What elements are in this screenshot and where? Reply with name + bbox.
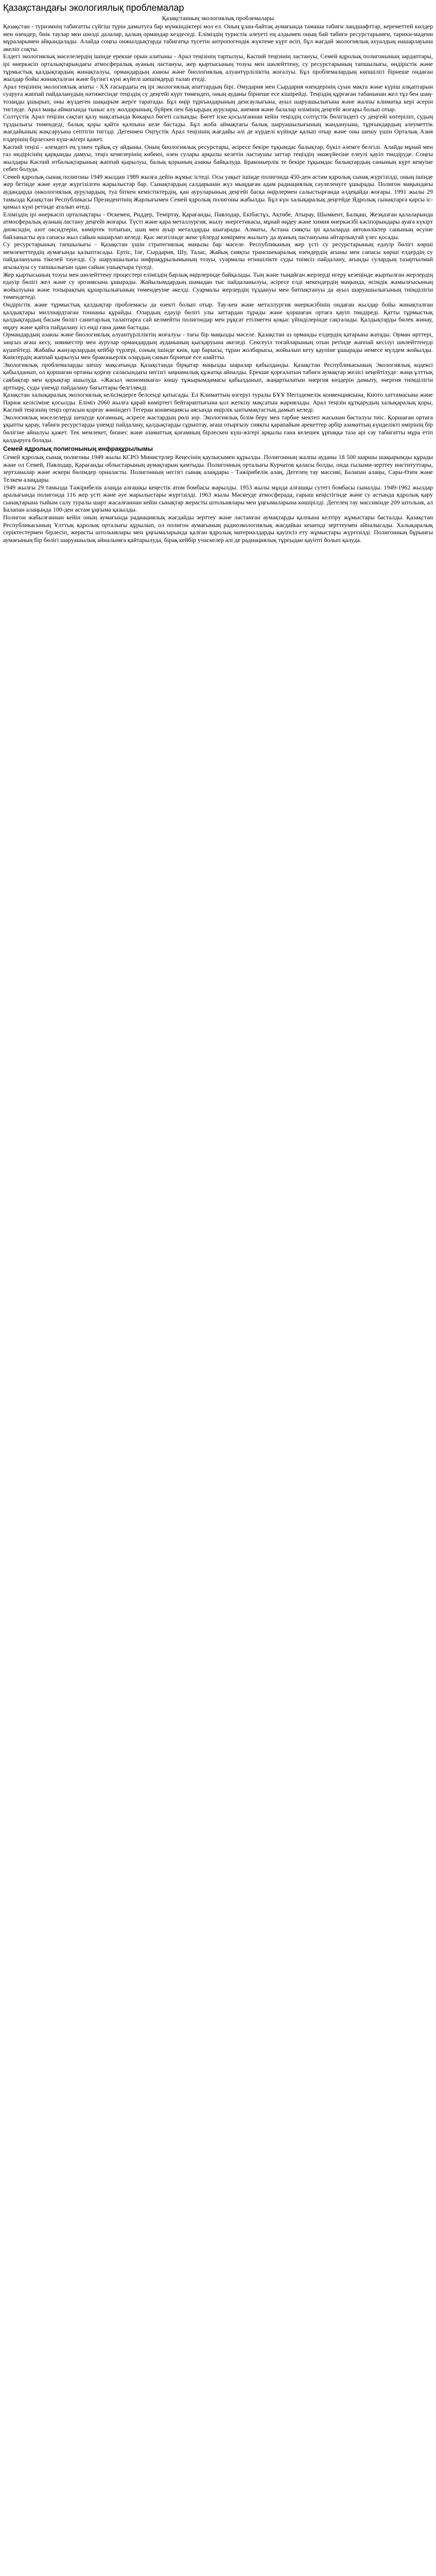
paragraph: Каспий теңізі - әлемдегі ең үлкен тұйық су айдыны. Оның биологиялық ресурстары, әсіресе бекіре тұқымдас балықтар, бүкіл әлемге белгілі. Алайда мұнай мен газ өндірісінің қарқынды дамуы, теңіз кемелерінің көбеюі, өзен сулары арқылы келетін ластаушы заттар теңіздің экожүйесіне елеулі қауіп төндіруде. Соңғы жылдары Каспий итбалықтарының жаппай қырылуы, балық қорының азаюы байқалуда. Браконьерлік те бекіре тұқымдас балықтардың санының күрт кемуіне себеп болуда.: [3, 143, 433, 173]
paragraph: 1949 жылғы 29 тамызда Тәжірибелік алаңда алғашқы кеңестік атом бомбасы жарылды. 1953 жылы мұнда алғашқы сутегі бомбасы сыналды. 1949-1962 жылдар аралығында полигонда 116 жер үсті және әуе жарылыстары жүргізілді. 1963 жылы Мәскеуде атмосферада, ғарыш кеңістігінде және су астында ядролық қару сынақтарына тыйым салу туралы шарт жасалғаннан кейін сынақтар жерасты штольнялары мен ұңғымаларына көшірілді. Дегелең тау массивінде 209 штольня, ал Балапан алаңында 100-ден астам ұңғыма қазылды.: [3, 483, 433, 514]
paragraph: Су ресурстарының тапшылығы - Қазақстан үшін стратегиялық маңызы бар мәселе. Республиканың жер үсті су ресурстарының едәуір бөлігі көрші мемлекеттердің аумағында қалыптасады. Ертіс, Іле, Сырдария, Шу, Талас, Жайық сияқты трансшекаралық өзендердің ағыны мен сапасы көрші елдердің су пайдалануына тікелей тәуелді. Су шаруашылығы инфрақұрылымының тозуы, суармалы егіншілікте суды тиімсіз пайдалану, ағынды сулардың тазартылмай ағызылуы су тапшылығын одан сайын ушықтыра түседі.: [3, 241, 433, 270]
paragraph: Арал теңізінің экологиялық апаты - ХХ ғасырдағы ең ірі экологиялық апаттардың бірі. Әмудария мен Сырдария өзендерінің суын мақта және күріш алқаптарын суаруға жаппай пайдаланудың нәтижесінде теңіздің су деңгейі күрт төмендеп, оның ауданы бірнеше есе кішірейді. Теңіздің құрғаған табанынан жел тұз бен шаң-тозаңды ұшырып, оны жүздеген шақырым жерге таратады. Бұл өңір тұрғындарының денсаулығына, ауыл шаруашылығына және жалпы климатқа кері әсерін тигізуде. Арал маңы аймағында тыныс алу жолдарының, бүйрек пен бауырдың аурулары, анемия және балалар өлімінің деңгейі жоғары болып отыр.: [3, 82, 433, 113]
paragraph: Семей ядролық сынақ полигоны 1949 жылы КСРО Министрлер Кеңесінің қаулысымен құрылды. Полигонның жалпы ауданы 18 500 шаршы шақырымды құрады және ол Семей, Павлодар, Қарағанды облыстарының аумақтарын қамтыды. Полигонның орталығы Курчатов қаласы болды, онда ғылыми-зерттеу институттары, зертханалар және әскери бөлімдер орналасты. Полигонның негізгі сынақ алаңдары - Тәжірибелік алаң, Дегелең тау массиві, Балапан алаңы, Сары-Өзен және Телкем алаңдары.: [3, 453, 433, 484]
document-section: [3, 445, 433, 544]
paragraph: Өндірістік және тұрмыстық қалдықтар проблемасы да өзекті болып отыр. Тау-кен және металлургия өнеркәсібінің ондаған жылдар бойы жинақталған қалдықтары миллиардтаған тоннаны құрайды. Олардың едәуір бөлігі улы заттардан тұрады және қоршаған ортаға қауіп төндіреді. Қатты тұрмыстық қалдықтардың басым бөлігі санитарлық талаптарға сай келмейтін полигондар мен рұқсат етілмеген қоқыс үйінділерінде сақталады. Қалдықтарды бөлек жинау, өңдеу және қайта пайдалану ісі енді ғана дами бастады.: [3, 300, 433, 331]
paragraph: Экологиялық проблемаларды шешу мақсатында Қазақстанда бірқатар маңызды шаралар қабылданды. Қазақстан Республикасының Экологиялық кодексі қабылданып, ол қоршаған ортаны қорғау саласындағы негізгі заңнамалық құжатқа айналды. Ерекше қорғалатын табиғи аумақтар желісі кеңейтілуде: жаңа ұлттық саябақтар мен қорықтар ашылуда. «Жасыл экономикаға» көшу тұжырымдамасы қабылданып, жаңартылатын энергия көздерін дамыту, энергия тиімділігін арттыру, суды үнемді пайдалану бағыттары белгіленді.: [3, 361, 433, 391]
page-title: Қазақстандағы экологиялық проблемалар: [3, 3, 184, 13]
document-body: [3, 23, 433, 544]
paragraph: Экологиялық мәселелерді шешуде қоғамның, әсіресе жастардың рөлі зор. Экологиялық білім беру мен тәрбие мектеп жасынан басталуы тиіс. Қоршаған ортаға ұқыпты қарау, табиғи ресурстарды үнемді пайдалану, қалдықтарды сұрыптау, ағаш отырғызу сияқты қарапайым әрекеттер әрбір азаматтың күнделікті өмірінің бір бөлігіне айналуы қажет. Тек мемлекет, бизнес және азаматтық қоғамның бірлескен күш-жігері арқылы ғана келешек ұрпаққа таза әрі сау табиғатты мұра етіп қалдыруға болады.: [3, 413, 433, 444]
paragraph: Елдегі экологиялық мәселелердің ішінде ерекше орын алатыны - Арал теңізінің тартылуы, Каспий теңізінің ластануы, Семей ядролық полигонының зардаптары, ірі өнеркәсіп орталықтарындағы атмосфералық ауаның ластануы, жер қыртысының тозуы мен шөлейттену, су ресурстарының тапшылығы, өндірістік және тұрмыстық қалдықтардың жинақталуы, ормандардың азаюы және биологиялық алуантүрліліктің жоғалуы. Бұл проблемалардың көпшілігі бірнеше ондаған жылдар бойы жинақталған және бүгінгі күні жүйелі шешімдерді талап етеді.: [3, 53, 433, 83]
section-heading: Семей ядролық полигонының инфрақұрылымы: [3, 445, 153, 453]
document-page: [0, 0, 436, 548]
paragraph: Ормандардың азаюы және биологиялық алуантүрліліктің жоғалуы - тағы бір маңызды мәселе. Қазақстан аз орманды елдердің қатарына жатады. Орман өрттері, заңсыз ағаш кесу, зиянкестер мен аурулар ормандардың ауданының қысқаруына әкеледі. Сексеуіл тоғайларының отын ретінде жаппай кесілуі шөлейттенуді күшейтеді. Жабайы жануарлардың кейбір түрлері, соның ішінде киік, қар барысы, тұран жолбарысы, жойылып кету қаупіне ұшырады немесе мүлдем жойылды. Киіктердің жаппай қырылуы мен браконьерлік олардың санын бірнеше есе азайтты.: [3, 331, 433, 361]
paragraph: Қазақстан халықаралық экологиялық келісімдерге белсенді қатысады. Ел Климаттың өзгеруі туралы БҰҰ Негіздемелік конвенциясына, Киото хаттамасына және Париж келісіміне қосылды. Еліміз 2060 жылға қарай көміртегі бейтараптығына қол жеткізу мақсатын жариялады. Арал теңізін құтқарудың халықаралық қоры, Каспий теңізінің теңіз ортасын қорғау жөніндегі Тегеран конвенциясы аясында өңірлік ынтымақтастық дамып келеді.: [3, 391, 433, 414]
paragraph: Семей ядролық сынақ полигоны 1949 жылдан 1989 жылға дейін жұмыс істеді. Осы уақыт ішінде полигонда 450-ден астам ядролық сынақ жүргізілді, оның ішінде жер бетінде және әуеде жүргізілген жарылыстар бар. Сынақтардың салдарынан жүз мыңдаған адам радиациялық сәулеленуге ұшырады. Полигон маңындағы аудандарда онкологиялық аурулардың, туа біткен кемістіктердің, қан ауруларының деңгейі басқа өңірлермен салыстырғанда әлдеқайда жоғары. 1991 жылы 29 тамызда Қазақстан Республикасы Президентінің Жарлығымен Семей ядролық полигоны жабылды. Бұл күн халықаралық деңгейде Ядролық сынақтарға қарсы іс-қимыл күні ретінде аталып өтеді.: [3, 173, 433, 211]
paragraph: Солтүстік Арал теңізін сақтап қалу мақсатында Көкарал бөгеті салынды. Бөгет іске қосылғаннан кейін теңіздің солтүстік бөлігіндегі су деңгейі көтеріліп, судың тұздылығы төмендеді, балық қоры қайта қалпына келе бастады. Бұл жоба аймақтағы балық шаруашылығының жандануына, тұрғындардың әлеуметтік жағдайының жақсаруына септігін тигізді. Дегенмен Оңтүстік Арал теңізінің жағдайы әлі де күрделі күйінде қалып отыр және оны шешу үшін Орталық Азия елдерінің бірлескен күш-жігері қажет.: [3, 113, 433, 143]
paragraph: Жер қыртысының тозуы мен шөлейттену процестері еліміздің барлық өңірлерінде байқалады. Тың және тыңайған жерлерді игеру кезеңінде жыртылған жерлердің едәуір бөлігі жел және су эрозиясына ұшырады. Жайылымдардың шамадан тыс пайдаланылуы, әсіресе елді мекендердің маңында, өсімдік жамылғысының жойылуына және топырақтың құнарлылығының төмендеуіне әкелді. Суармалы жерлердің тұздануы мен батпақтануы да ауыл шаруашылығының тиімділігін төмендетеді.: [3, 270, 433, 301]
page-subtitle: Қазақстанның экологиялық проблемалары: [162, 14, 274, 22]
document-section: [3, 23, 433, 444]
paragraph: Қазақстан - туризмнің табиғатты сүйгіш түрін дамытуға бар мүмкіндіктері мол ел. Оның ұлан-байтақ аумағында тамаша табиғи ландшафттар, кереметтей көлдер мен өзендер, биік таулар мен шөлді далалар, қалың ормандар кездеседі. Еліміздің туристік әлеуеті ең алдымен оның бай табиғи ресурстарымен, тарихи-мәдени мұраларымен айқындалады. Алайда соңғы онжылдықтарда табиғатқа түсетін антропогендік жүктеме күрт өсіп, бұл жағдай экологиялық ахуалдың нашарлауына әкеліп соқты.: [3, 23, 433, 53]
paragraph: Полигон жабылғаннан кейін оның аумағында радиациялық жағдайды зерттеу және ластанған аумақтарды қалпына келтіру жұмыстары басталды. Қазақстан Республикасының Ұлттық ядролық орталығы құрылып, ол полигон аумағының радиоэкологиялық жағдайын кешенді зерттеумен айналысады. Халықаралық серіктестермен бірлесіп, жерасты штольнялары мен ұңғымаларында қалған ядролық материалдарды қауіпсіз ету жұмыстары жүргізілді. Полигонның бұрынғы аумағының бір бөлігі шаруашылық айналымға қайтарылуда, бірақ кейбір учаскелер әлі де радиациялық тұрғыдан қауіпті болып қалуда.: [3, 514, 433, 544]
paragraph: Еліміздің ірі өнеркәсіп орталықтары - Өскемен, Риддер, Теміртау, Қарағанды, Павлодар, Екібастұз, Ақтөбе, Атырау, Шымкент, Балқаш, Жезқазған қалаларында атмосфералық ауаның ластану деңгейі жоғары. Түсті және қара металлургия, жылу энергетикасы, мұнай өңдеу және химия өнеркәсібі кәсіпорындары ауаға күкірт диоксидін, азот оксидтерін, көміртек тотығын, шаң мен ауыр металдарды шығарады. Алматы, Астана сияқты ірі қалаларда автокөліктер санының өсуіне байланысты ауа сапасы жыл сайын нашарлап келеді. Қыс мезгілінде жеке үйлерді көмірмен жылыту да ауаның ластануына айтарлықтай үлес қосады.: [3, 210, 433, 241]
